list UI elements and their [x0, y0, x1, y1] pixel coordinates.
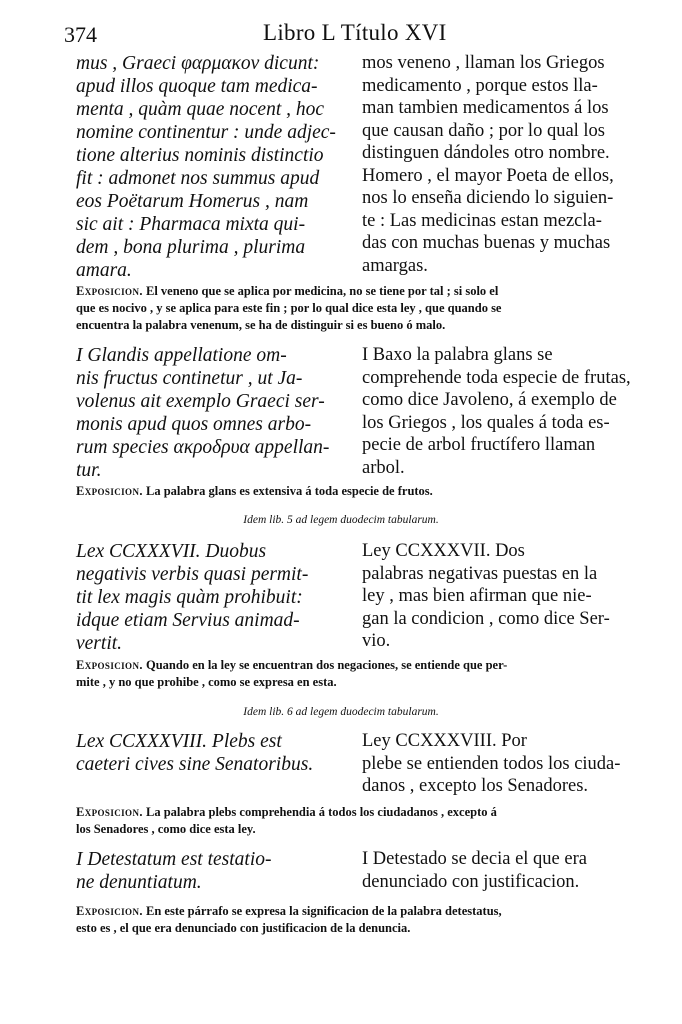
exposicion-text: La palabra glans es extensiva á toda especie de frutos. — [146, 484, 433, 498]
spanish-line: danos , excepto los Senadores. — [362, 776, 589, 796]
spanish-line: gan la condicion , como dice Ser- — [362, 608, 610, 629]
spanish-line: que causan daño ; por lo qual los — [362, 120, 606, 141]
latin-column — [76, 52, 346, 282]
exposicion-label: Exposicion. — [76, 284, 143, 298]
exposicion-text: los Senadores , como dice esta ley. — [76, 822, 256, 836]
exposicion-text: El veneno que se aplica por medicina, no se tiene por tal ; si solo el — [146, 284, 499, 298]
exposicion-text: esto es , el que era denunciado con justificacion de la denuncia. — [76, 921, 411, 935]
spanish-line: comprehende toda especie de frutas, — [362, 367, 631, 388]
exposicion-text: que es nocivo , y se aplica para este fin ; por lo qual dice esta ley , que quando se — [76, 301, 502, 315]
spanish-line: medicamento , porque estos lla- — [362, 75, 598, 96]
exposicion-text: mite , y no que prohibe , como se expresa en esta. — [76, 675, 337, 689]
latin-column — [76, 540, 346, 655]
latin-line: caeteri cives sine Senatoribus. — [76, 754, 314, 775]
spanish-line: ley , mas bien afirman que nie- — [362, 586, 592, 606]
spanish-line: Ley CCXXXVII. Dos — [362, 541, 525, 561]
spanish-line: amargas. — [362, 255, 428, 276]
latin-line: tur. — [76, 460, 102, 481]
latin-line: fit : admonet nos summus apud — [76, 168, 320, 189]
latin-line: nis fructus continetur , ut Ja- — [76, 368, 303, 389]
exposicion-label: Exposicion. — [76, 484, 143, 498]
exposicion-text: En este párrafo se expresa la significacion de la palabra detestatus, — [146, 904, 502, 918]
spanish-column — [362, 344, 632, 479]
spanish-line: Ley CCXXXVIII. Por — [362, 731, 527, 751]
running-header — [64, 20, 636, 54]
latin-column — [76, 848, 346, 894]
latin-line: idque etiam Servius animad- — [76, 610, 300, 631]
spanish-line: vio. — [362, 631, 391, 651]
exposicion-label: Exposicion. — [76, 658, 143, 672]
exposicion-text: encuentra la palabra venenum, se ha de distinguir si es bueno ó malo. — [76, 318, 446, 332]
latin-line: rum species ακροδρυα appellan- — [76, 437, 330, 458]
exposicion-3 — [76, 657, 634, 691]
latin-line: menta , quàm quae nocent , hoc — [76, 99, 325, 120]
spanish-column — [362, 730, 632, 798]
exposicion-label: Exposicion. — [76, 805, 143, 819]
spanish-line: Homero , el mayor Poeta de ellos, — [362, 165, 614, 186]
latin-line: vertit. — [76, 633, 123, 654]
latin-line: nomine continentur : unde adjec- — [76, 122, 336, 143]
page-title: Libro L Título XVI — [263, 20, 447, 45]
spanish-line: plebe se entienden todos los ciuda- — [362, 753, 621, 774]
exposicion-text: Quando en la ley se encuentran dos negaciones, se entiende que per- — [146, 658, 508, 672]
spanish-line: como dice Javoleno, á exemplo de — [362, 390, 617, 410]
source-citation: Idem lib. 6 ad legem duodecim tabularum. — [243, 706, 439, 718]
latin-line: dem , bona plurima , plurima — [76, 237, 306, 258]
latin-line: amara. — [76, 260, 132, 281]
latin-line: I Glandis appellatione om- — [76, 345, 287, 366]
spanish-line: man tambien medicamentos á los — [362, 98, 609, 118]
exposicion-label: Exposicion. — [76, 904, 143, 918]
spanish-line: pecie de arbol fructífero llaman — [362, 435, 596, 455]
spanish-line: mos veneno , llaman los Griegos — [362, 53, 605, 73]
latin-line: sic ait : Pharmaca mixta qui- — [76, 214, 306, 235]
spanish-column — [362, 540, 632, 653]
spanish-line: palabras negativas puestas en la — [362, 563, 598, 584]
latin-line: apud illos quoque tam medica- — [76, 76, 318, 97]
latin-line: I Detestatum est testatio- — [76, 849, 272, 870]
latin-column — [76, 730, 346, 776]
spanish-column — [362, 848, 632, 893]
spanish-column — [362, 52, 632, 277]
latin-line: tit lex magis quàm prohibuit: — [76, 587, 303, 608]
latin-line: volenus ait exemplo Graeci ser- — [76, 391, 325, 412]
exposicion-1 — [76, 283, 634, 334]
page-number: 374 — [64, 22, 97, 47]
spanish-line: I Detestado se decia el que era — [362, 849, 587, 869]
latin-line: Lex CCXXXVIII. Plebs est — [76, 731, 282, 752]
latin-line: eos Poëtarum Homerus , nam — [76, 191, 309, 212]
latin-line: tione alterius nominis distinctio — [76, 145, 324, 166]
latin-line: monis apud quos omnes arbo- — [76, 414, 312, 435]
spanish-line: arbol. — [362, 457, 405, 478]
exposicion-5 — [76, 903, 634, 937]
spanish-line: I Baxo la palabra glans se — [362, 345, 553, 365]
exposicion-4 — [76, 804, 634, 838]
spanish-line: denunciado con justificacion. — [362, 871, 580, 892]
spanish-line: distinguen dándoles otro nombre. — [362, 143, 610, 163]
spanish-line: los Griegos , los quales á toda es- — [362, 412, 610, 433]
spanish-line: das con muchas buenas y muchas — [362, 233, 611, 253]
source-citation: Idem lib. 5 ad legem duodecim tabularum. — [243, 514, 439, 526]
latin-line: mus , Graeci φαρμακον dicunt: — [76, 53, 320, 74]
exposicion-2 — [76, 483, 634, 500]
latin-column — [76, 344, 346, 482]
exposicion-text: La palabra plebs comprehendia á todos los ciudadanos , excepto á — [146, 805, 497, 819]
latin-line: Lex CCXXXVII. Duobus — [76, 541, 267, 562]
spanish-line: te : Las medicinas estan mezcla- — [362, 210, 602, 231]
latin-line: ne denuntiatum. — [76, 872, 202, 893]
spanish-line: nos lo enseña diciendo lo siguien- — [362, 188, 614, 208]
latin-line: negativis verbis quasi permit- — [76, 564, 309, 585]
